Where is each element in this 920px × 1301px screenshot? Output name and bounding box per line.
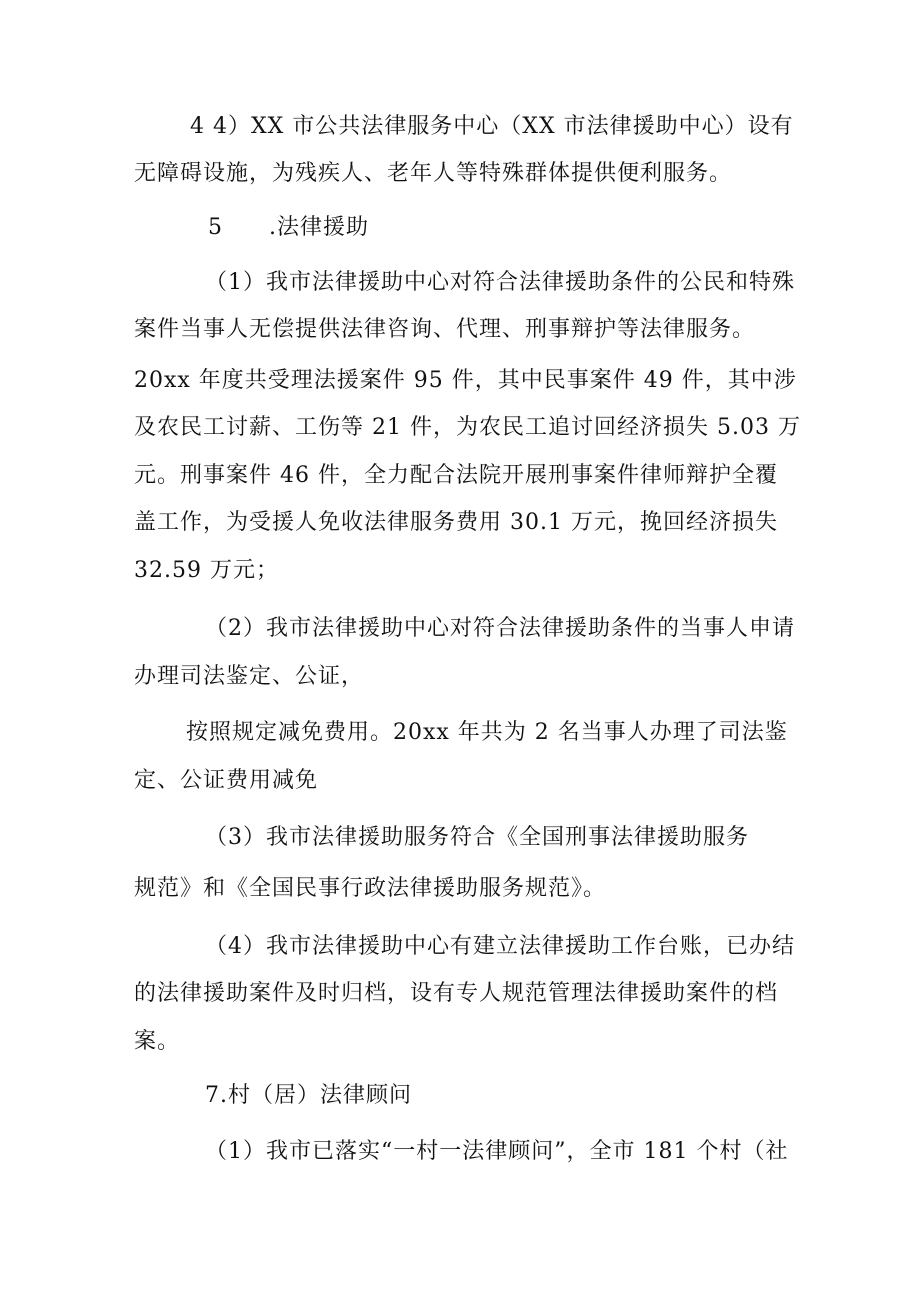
para-aid1-line3: 20xx 年度共受理法援案件 95 件，其中民事案件 49 件，其中涉 [134,368,797,393]
para-aid3-line2: 规范》和《全国民事行政法律援助服务规范》。 [134,876,607,901]
para-aid2-line2: 办理司法鉴定、公证， [134,664,365,689]
para-aid1-line4: 及农民工讨薪、工伤等 21 件，为农民工追讨回经济损失 5.03 万 [134,415,801,440]
para-item4-line2: 无障碍设施，为残疾人、老年人等特殊群体提供便利服务。 [134,161,733,186]
para-aid4-line1: （4）我市法律援助中心有建立法律援助工作台账，已办结 [205,934,795,959]
para-counsel1-line1: （1）我市已落实“一村一法律顾问”，全市 181 个村（社 [205,1139,789,1164]
para-aid2-cont-line2: 定、公证费用减免 [134,768,319,793]
para-aid1-line1: （1）我市法律援助中心对符合法律援助条件的公民和特殊 [205,270,795,295]
para-aid3-line1: （3）我市法律援助服务符合《全国刑事法律援助服务 [205,825,749,850]
para-aid1-line6: 盖工作，为受援人免收法律服务费用 30.1 万元，挽回经济损失 [134,510,778,535]
section-heading-village-counsel: 7.村（居）法律顾问 [205,1083,412,1108]
para-aid2-line1: （2）我市法律援助中心对符合法律援助条件的当事人申请 [205,616,795,641]
para-aid1-line5: 元。刑事案件 46 件，全力配合法院开展刑事案件律师辩护全覆 [134,463,778,488]
para-aid1-line2: 案件当事人无偿提供法律咨询、代理、刑事辩护等法律服务。 [134,317,756,342]
para-aid1-line7: 32.59 万元； [134,558,279,583]
section-heading-legal-aid: 5 .法律援助 [208,215,369,240]
para-aid4-line2: 的法律援助案件及时归档，设有专人规范管理法律援助案件的档 [134,981,779,1006]
para-aid2-cont-line1: 按照规定减免费用。20xx 年共为 2 名当事人办理了司法鉴 [186,720,788,745]
para-aid4-line3: 案。 [134,1029,181,1054]
para-item4-line1: 4 4）XX 市公共法律服务中心（XX 市法律援助中心）设有 [190,114,794,139]
